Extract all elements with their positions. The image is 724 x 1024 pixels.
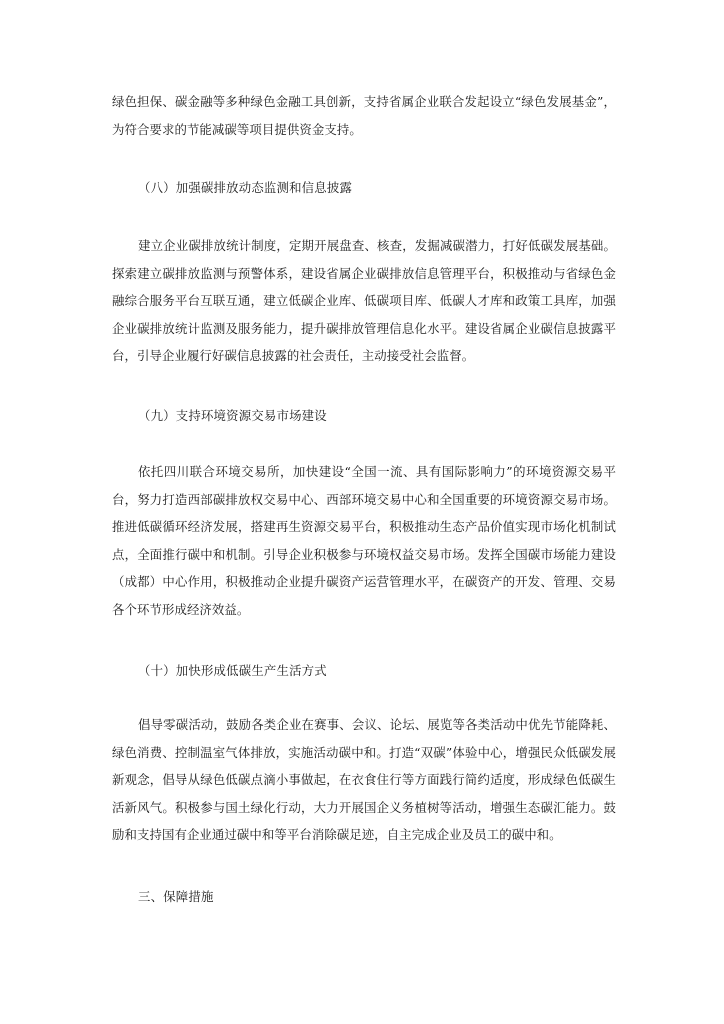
paragraph-environment-trading: 依托四川联合环境交易所，加快建设“全国一流、具有国际影响力”的环境资源交易平台，努力打造西部碳排放权交易中心、西部环境交易中心和全国重要的环境资源交易市场。推进低碳循环经济发展，搭建再生资源交易平台，积极推动生态产品价值实现市场化机制试点，全面推行碳中和机制。引导企业积极参与环境权益交易市场。发挥全国碳市场能力建设（成都）中心作用，积极推动企业提升碳资产运营管理水平，在碳资产的开发、管理、交易各个环节形成经济效益。 [112,464,616,617]
section-heading-10: （十）加快形成低碳生产生活方式 [138,663,327,678]
paragraph-carbon-monitoring: 建立企业碳排放统计制度，定期开展盘查、核查，发掘减碳潜力，打好低碳发展基础。探索建立碳排放监测与预警体系，建设省属企业碳排放信息管理平台，积极推动与省绿色金融综合服务平台互联互通，建立低碳企业库、低碳项目库、低碳人才库和政策工具库，加强企业碳排放统计监测及服务能力，提升碳排放管理信息化水平。建设省属企业碳信息披露平台，引导企业履行好碳信息披露的社会责任，主动接受社会监督。 [112,238,616,363]
section-heading-8: （八）加强碳排放动态监测和信息披露 [138,180,353,195]
paragraph-low-carbon-lifestyle: 倡导零碳活动，鼓励各类企业在赛事、会议、论坛、展览等各类活动中优先节能降耗、绿色消费、控制温室气体排放，实施活动碳中和。打造“双碳”体验中心，增强民众低碳发展新观念，倡导从绿色低碳点滴小事做起，在衣食住行等方面践行简约适度，形成绿色低碳生活新风气。积极参与国土绿化行动，大力开展国企义务植树等活动，增强生态碳汇能力。鼓励和支持国有企业通过碳中和等平台消除碳足迹，自主完成企业及员工的碳中和。 [112,717,616,842]
paragraph-green-finance-continued: 绿色担保、碳金融等多种绿色金融工具创新，支持省属企业联合发起设立“绿色发展基金”，为符合要求的节能减碳等项目提供资金支持。 [112,94,616,137]
section-heading-3-safeguards: 三、保障措施 [138,889,214,904]
section-heading-9: （九）支持环境资源交易市场建设 [138,408,327,423]
